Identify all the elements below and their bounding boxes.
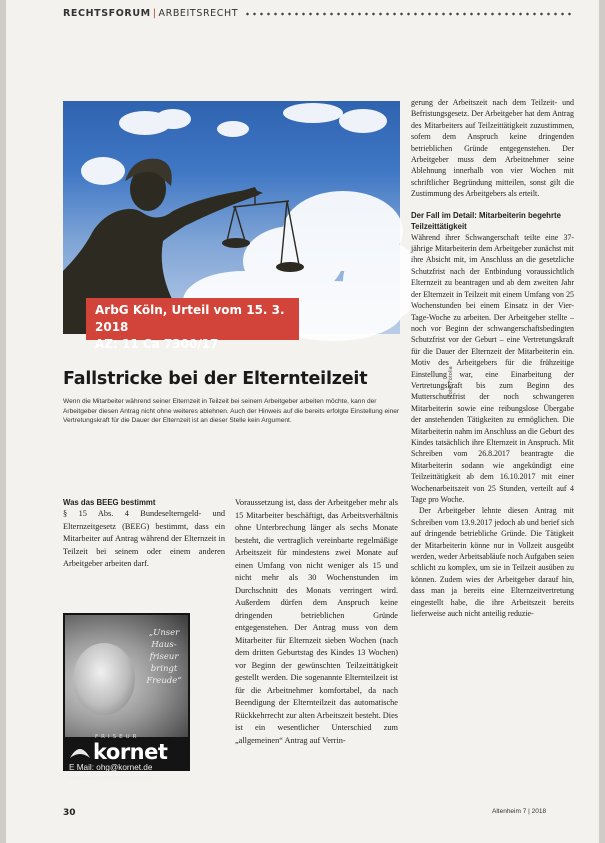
col3-text-mid: Während ihrer Schwangerschaft teilte eine 37-jährige Mitarbeiterin dem Arbeitgeber zunächst mit ihre Absicht mit, im Anschluss an die gesetzliche Schutzfrist nach der Entbindung voraussichtlich Elternzeit zu beantragen und ab dem zweiten Jahr der Elternzeit in Teilzeit mit einem Umfang von 25 Wochenstunden bei einem Einsatz in der Vier-Tage-Woche zu arbeiten. Der Arbeitgeber stellte – noch vor Beginn der schwangerschaftsbedingten Schutzfrist vor der Geburt – eine Vertretungskraft für die Dauer der Elternzeit der Mitarbeiterin ein. Motiv des Arbeitgebers für die frühzeitige Einstellung war, eine Einarbeitung der Vertretungskraft bis zum Beginn des Mutterschutzfrist der noch schwangeren Mitarbeiterin sowie eine reibungslose Übergabe der anstehenden Tätigkeiten zu ermöglichen. Die Mitarbeiterin nahm im Anschluss an die Geburt des Kindes tatsächlich ihre Elternzeit in Anspruch. Mit Schreiben vom 26.8.2017 beantragte die Mitarbeiterin sodann wie angekündigt eine Teilzeittätigkeit ab dem 16.10.2017 mit einer Wochenarbeitszeit von 25 Stunden, verteilt auf 4 Tage pro Woche. bbox=[411, 232, 574, 504]
scissors-logo-icon bbox=[68, 738, 92, 760]
col1-heading: Was das BEEG bestimmt bbox=[63, 498, 156, 507]
ad-brand: kornet bbox=[93, 740, 168, 764]
header-separator: | bbox=[152, 8, 157, 19]
column-1 bbox=[63, 497, 225, 571]
ad-photo bbox=[65, 615, 188, 737]
ad-website[interactable]: www.altenheimfriseur.de bbox=[69, 773, 152, 782]
kornet-advertisement[interactable] bbox=[63, 613, 190, 782]
section-label: RECHTSFORUM bbox=[63, 8, 151, 19]
column-2 bbox=[235, 497, 398, 747]
subsection-label: ARBEITSRECHT bbox=[158, 8, 239, 19]
section-header bbox=[63, 8, 574, 19]
photo-credit: Foto: Fotolia bbox=[448, 366, 454, 397]
article-lead: Wenn die Mitarbeiter während seiner Elternzeit in Teilzeit bei seinem Arbeitgeber arbeiten möchte, kann der Arbeitgeber diesen Antrag nicht ohne weiteres ablehnen. Auch der Hinweis auf die bereits erfolgte Einstellung einer Vertretungskraft für die Dauer der Elternzeit ist an dieser Stelle kein Argument. bbox=[63, 398, 400, 424]
col3-text-bottom: Der Arbeitgeber lehnte diesen Antrag mit Schreiben vom 13.9.2017 jedoch ab und berief sich auf dringende betriebliche Gründe. Die Tätigkeit der Mitarbeiterin könne nur in Vollzeit ausgeübt werden, weder Arbeitsabläufe noch Aufgaben seien schlicht zu komplex, um sie in Teilzeit ausüben zu können. Zudem wies der Arbeitgeber darauf hin, dass man ja bereits eine Elternzeitvertretung eingestellt habe, die ihre Arbeitszeit bereits lieferweise auch nicht anteilig reduzie- bbox=[411, 506, 574, 619]
magazine-issue: Altenheim 7 | 2018 bbox=[492, 808, 547, 815]
col3-heading: Der Fall im Detail: Mitarbeiterin begehrte Teilzeittätigkeit bbox=[411, 210, 561, 231]
page-number: 30 bbox=[63, 808, 76, 818]
magazine-page bbox=[6, 0, 599, 843]
ad-slogan: „Unser Haus-friseur bringt Freude“ bbox=[146, 628, 182, 686]
court-ruling-line2: AZ: 11 Ca 7300/17 bbox=[95, 337, 219, 351]
col3-text-top: gerung der Arbeitszeit nach dem Teilzeit- und Befristungsgesetz. Der Arbeitgeber hat dem Antrag des Mitarbeiters auf Teilzeittätigkeit zuzustimmen, sofern dem Anspruch keine dringenden betrieblichen Gründe entgegenstehen. Der Arbeitgeber muss dem Arbeitnehmer seine Ablehnung innerhalb von vier Wochen mit schriftlicher Begründung mitteilen, sonst gilt die Zustimmung des Arbeitgebers als erteilt. bbox=[411, 98, 574, 199]
dotted-rule bbox=[244, 11, 574, 17]
col1-text: § 15 Abs. 4 Bundeselterngeld- und Elternzeitgesetz (BEEG) bestimmt, dass ein Mitarbeiter auf Antrag während der Elternzeit in Teilzeit bei seinem oder einem anderen Arbeitgeber arbeiten darf. bbox=[63, 509, 225, 568]
column-3 bbox=[411, 97, 574, 619]
court-ruling-box bbox=[86, 298, 299, 351]
article-title: Fallstricke bei der Elternteilzeit bbox=[63, 369, 368, 389]
ad-email[interactable]: E Mail: ohg@kornet.de bbox=[69, 763, 153, 772]
ad-face-image bbox=[73, 643, 135, 715]
col2-text: Voraussetzung ist, dass der Arbeitgeber mehr als 15 Mitarbeiter beschäftigt, das Arbeitsverhältnis ohne Unterbrechung länger als sechs Monate besteht, die vertraglich vereinbarte regelmäßige Arbeitszeit für mindestens zwei Monate auf einen Umfang von nicht weniger als 15 und nicht mehr als 30 Wochenstunden im Durchschnitt des Monats verringert wird. Außerdem dürfen dem Anspruch keine dringenden betrieblichen Gründe entgegenstehen. Der Antrag muss von dem Mitarbeiter für Elternzeit sieben Wochen (nach dem dritten Geburtstag des Kindes 13 Wochen) vor Beginn der gewünschten Teilzeittätigkeit gestellt werden. Die sogenannte Elternteilzeit ist für die Arbeitnehmer komfortabel, da nach Beendigung der Elternteilzeit das automatische Rückkehrrecht zur alten Arbeitszeit besteht. Dies ist ein wesentlicher Unterschied zum „allgemeinen“ Antrag auf Verrin- bbox=[235, 498, 398, 745]
court-ruling-line1: ArbG Köln, Urteil vom 15. 3. 2018 bbox=[95, 303, 285, 334]
ad-brand-small: FRISEUR bbox=[95, 734, 140, 740]
